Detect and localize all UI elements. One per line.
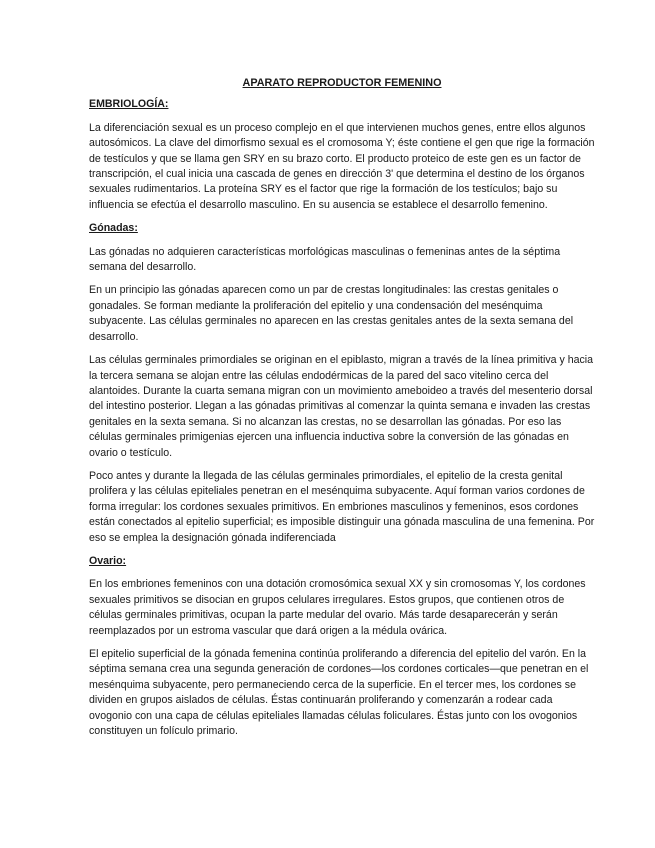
paragraph: La diferenciación sexual es un proceso complejo en el que intervienen muchos genes, entre ellos algunos autosómicos. La clave del dimorfismo sexual es el cromosoma Y; éste contiene el gen que rige la formación de testículos y que se llama gen SRY en su brazo corto. El producto proteico de este gen es un factor de transcripción, el cual inicia una cascada de genes en dirección 3' que determina el destino de los órganos sexuales rudimentarios. La proteína SRY es el factor que rige la formación de los testículos; bajo su influencia se efectúa el desarrollo masculino. En su ausencia se establece el desarrollo femenino. [89, 121, 595, 211]
paragraph: Las gónadas no adquieren características morfológicas masculinas o femeninas antes de la séptima semana del desarrollo. [89, 245, 561, 274]
section-heading: EMBRIOLOGÍA: [89, 98, 169, 111]
paragraph: Las células germinales primordiales se originan en el epiblasto, migran a través de la línea primitiva y hacia la tercera semana se alojan entre las células endodérmicas de la pared del saco vitelino cerca del alantoides. Durante la cuarta semana migran con un movimiento ameboideo a través del mesenterio dorsal del intestino posterior. Llegan a las gónadas primitivas al comenzar la quinta semana e invaden las crestas genitales en la sexta semana. Si no alcanzan las crestas, no se desarrollan las gónadas. Por eso las células germinales primigenias ejercen una influencia inductiva sobre la conversión de las gónadas en ovario o testículo. [89, 354, 594, 459]
document-title: APARATO REPRODUCTOR FEMENINO [242, 77, 442, 89]
section-embriologia [89, 97, 595, 213]
section-heading: Gónadas: [89, 222, 138, 235]
section-heading: Ovario: [89, 554, 127, 567]
paragraph: El epitelio superficial de la gónada femenina continúa proliferando a diferencia del epitelio del varón. En la séptima semana crea una segunda generación de cordones—los cordones corticales—que penetran en el mesénquima subyacente, pero permaneciendo cerca de la superficie. En el tercer mes, los cordones se dividen en grupos aislados de células. Éstas continuarán proliferando y comenzarán a rodear cada ovogonio con una capa de células epiteliales llamadas células foliculares. Éstas junto con los ovogonios constituyen un folículo primario. [89, 648, 589, 738]
section-gonadas [89, 221, 595, 546]
paragraph: Poco antes y durante la llegada de las células germinales primordiales, el epitelio de la cresta genital prolifera y las células epiteliales penetran en el mesénquima subyacente. Aquí forman varios cordones de forma irregular: los cordones sexuales primitivos. En embriones masculinos y femeninos, esos cordones están conectados al epitelio superficial; es imposible distinguir una gónada masculina de una femenina. Por eso se emplea la designación gónada indiferenciada [89, 469, 595, 544]
paragraph: En un principio las gónadas aparecen como un par de crestas longitudinales: las crestas genitales o gonadales. Se forman mediante la proliferación del epitelio y una condensación del mesénquima subyacente. Las células germinales no aparecen en las crestas genitales antes de la sexta semana del desarrollo. [89, 284, 574, 343]
section-ovario [89, 554, 595, 739]
paragraph: En los embriones femeninos con una dotación cromosómica sexual XX y sin cromosomas Y, los cordones sexuales primitivos se disocian en grupos celulares irregulares. Estos grupos, que contienen otros de células germinales primitivas, ocupan la parte medular del ovario. Más tarde desaparecerán y serán reemplazados por un estroma vascular que dará origen a la médula ovárica. [89, 578, 586, 637]
